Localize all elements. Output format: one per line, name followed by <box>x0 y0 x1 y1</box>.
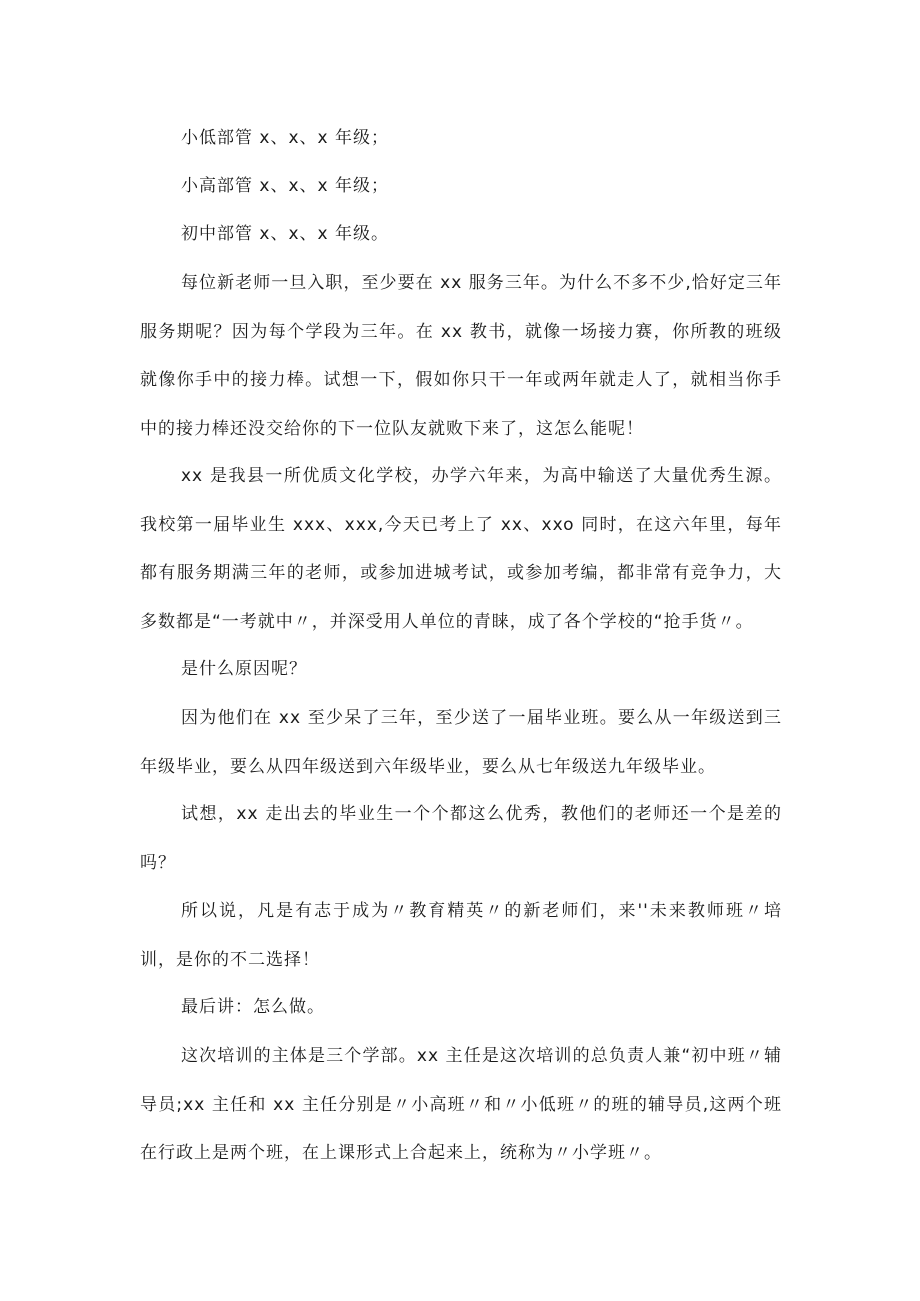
paragraph-graduates: 试想，xx 走出去的毕业生一个个都这么优秀，教他们的老师还一个是差的吗？ <box>140 804 782 873</box>
paragraph-junior-high-grades: 初中部管 x、x、x 年级。 <box>181 224 389 244</box>
paragraph-choice: 所以说，凡是有志于成为〃教育精英〃的新老师们，来''未来教师班〃培训，是你的不二选择！ <box>140 901 782 970</box>
paragraph-how-to-do: 最后讲：怎么做。 <box>181 997 325 1017</box>
paragraph-lower-primary-grades: 小低部管 x、x、x 年级； <box>181 128 389 148</box>
paragraph-training-structure: 这次培训的主体是三个学部。xx 主任是这次培训的总负责人兼“初中班〃辅导员;xx 主任和 xx 主任分别是〃小高班〃和〃小低班〃的班的辅导员,这两个班在行政上是两个班，在上课形式上合起来上，统称为〃小学班〃。 <box>140 1046 782 1163</box>
paragraph-reason: 因为他们在 xx 至少呆了三年，至少送了一届毕业班。要么从一年级送到三年级毕业，要么从四年级送到六年级毕业，要么从七年级送九年级毕业。 <box>140 708 782 777</box>
paragraph-school-intro: xx 是我县一所优质文化学校，办学六年来，为高中输送了大量优秀生源。我校第一届毕业生 xxx、xxx,今天已考上了 xx、xxo 同时，在这六年里，每年都有服务期满三年的老师，或参加进城考试，或参加考编，都非常有竞争力，大多数都是“一考就中〃，并深受用人单位的青睐，成了各个学校的“抢手货〃。 <box>140 466 782 632</box>
paragraph-upper-primary-grades: 小高部管 x、x、x 年级； <box>181 176 389 196</box>
paragraph-service-term: 每位新老师一旦入职，至少要在 xx 服务三年。为什么不多不少,恰好定三年服务期呢？因为每个学段为三年。在 xx 教书，就像一场接力赛，你所教的班级就像你手中的接力棒。试想一下，假如你只干一年或两年就走人了，就相当你手中的接力棒还没交给你的下一位队友就败下来了，这怎么能呢！ <box>140 273 782 439</box>
paragraph-question: 是什么原因呢？ <box>181 659 307 679</box>
